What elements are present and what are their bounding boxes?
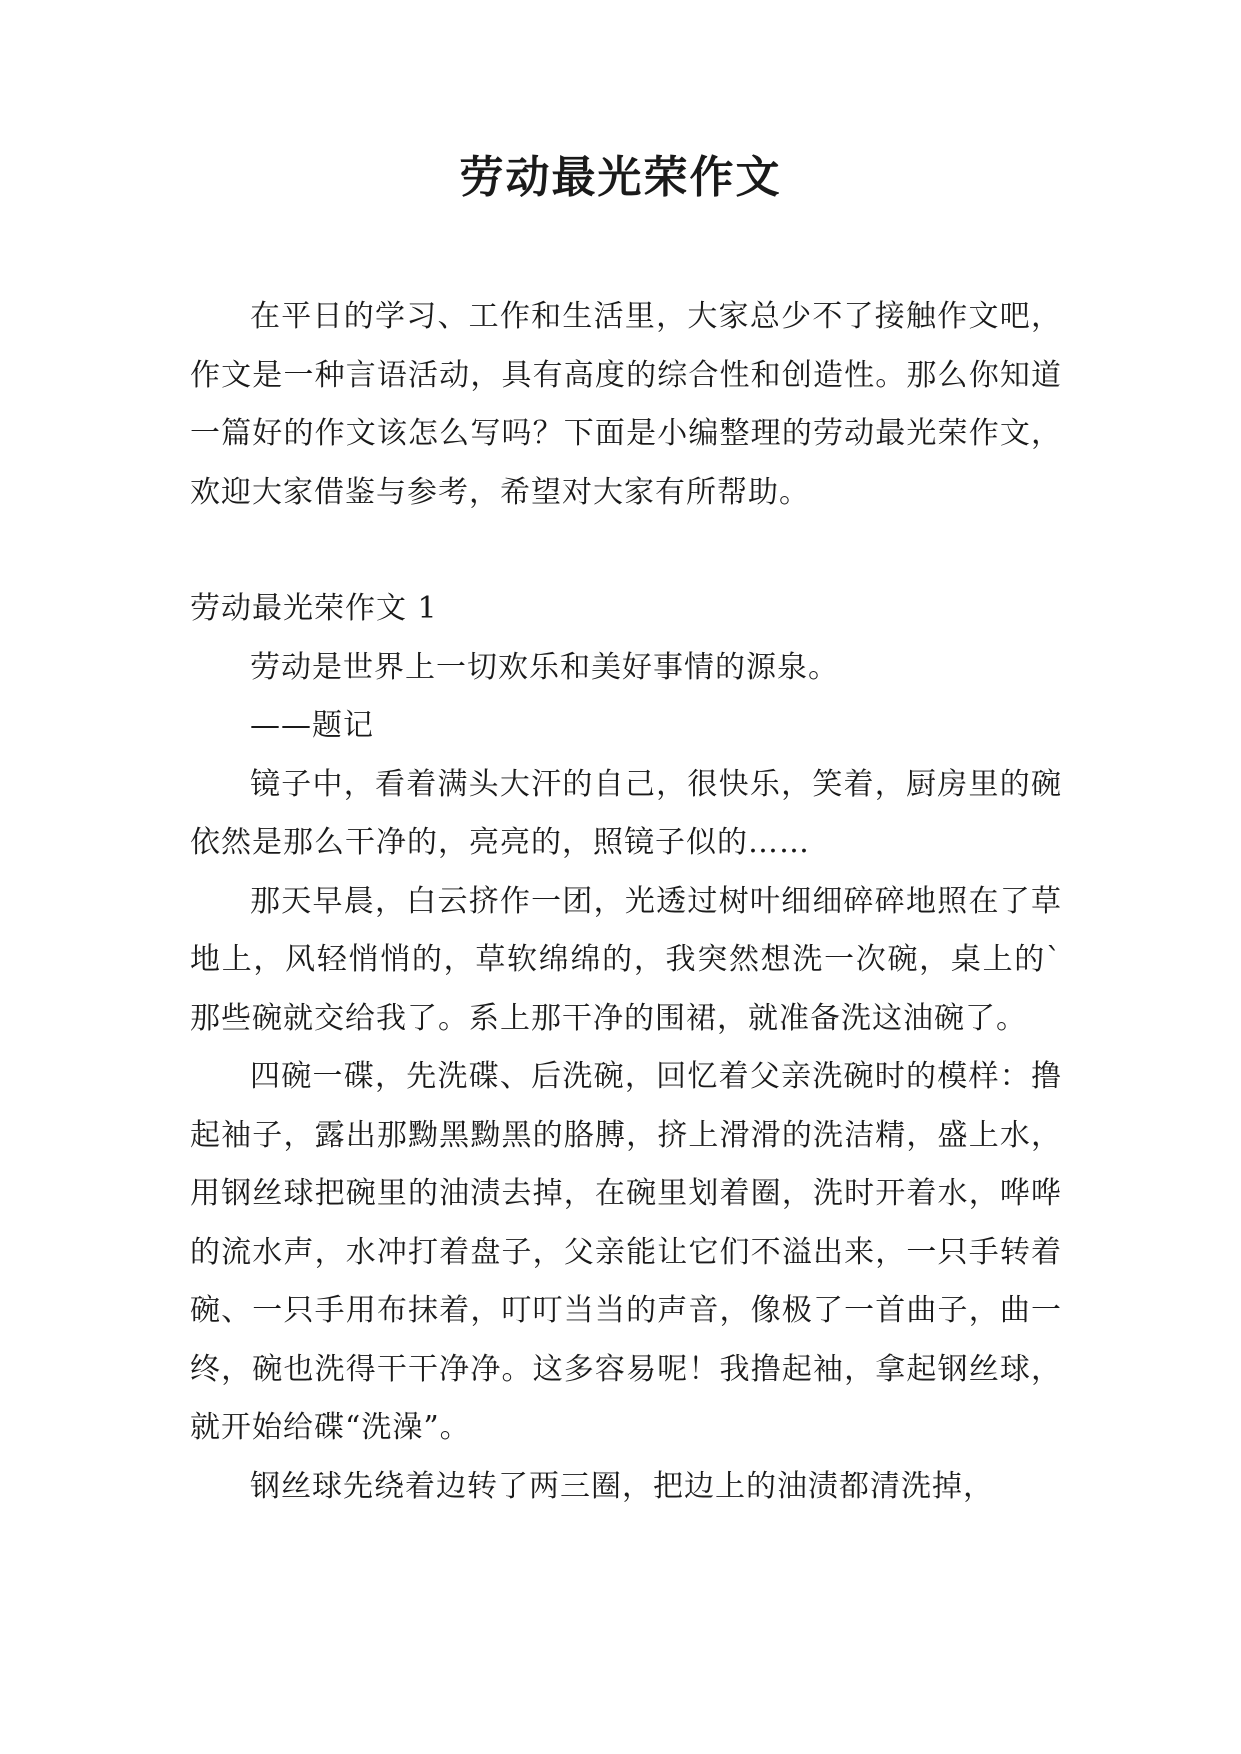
section-heading: 劳动最光荣作文 1 bbox=[190, 591, 438, 626]
body-paragraph-5: 四碗一碟，先洗碟、后洗碗，回忆着父亲洗碗时的模样：撸起袖子，露出那黝黑黝黑的胳膊，挤上滑滑的洗洁精，盛上水，用钢丝球把碗里的油渍去掉，在碗里划着圈，洗时开着水，哗哗的流水声，水冲打着盘子，父亲能让它们不溢出来，一只手转着碗、一只手用布抹着，叮叮当当的声音，像极了一首曲子，曲一终，碗也洗得干干净净。这多容易呢！我撸起袖，拿起钢丝球，就开始给碟“洗澡”。 bbox=[190, 1059, 1062, 1445]
body-paragraph-3: 镜子中，看着满头大汗的自己，很快乐，笑着，厨房里的碗依然是那么干净的，亮亮的，照镜子似的…… bbox=[190, 766, 1062, 860]
body-paragraph-1: 劳动是世界上一切欢乐和美好事情的源泉。 bbox=[250, 649, 839, 685]
intro-paragraph: 在平日的学习、工作和生活里，大家总少不了接触作文吧，作文是一种言语活动，具有高度的综合性和创造性。那么你知道一篇好的作文该怎么写吗？下面是小编整理的劳动最光荣作文，欢迎大家借鉴与参考，希望对大家有所帮助。 bbox=[190, 299, 1062, 510]
body-paragraph-4: 那天早晨，白云挤作一团，光透过树叶细细碎碎地照在了草地上，风轻悄悄的，草软绵绵的，我突然想洗一次碗，桌上的`那些碗就交给我了。系上那干净的围裙，就准备洗这油碗了。 bbox=[190, 883, 1062, 1036]
body-paragraph-2: ——题记 bbox=[250, 708, 374, 743]
document-body bbox=[190, 288, 1062, 1516]
body-paragraph-6: 钢丝球先绕着边转了两三圈，把边上的油渍都清洗掉， bbox=[250, 1468, 994, 1504]
document-title: 劳动最光荣作文 bbox=[459, 152, 782, 203]
